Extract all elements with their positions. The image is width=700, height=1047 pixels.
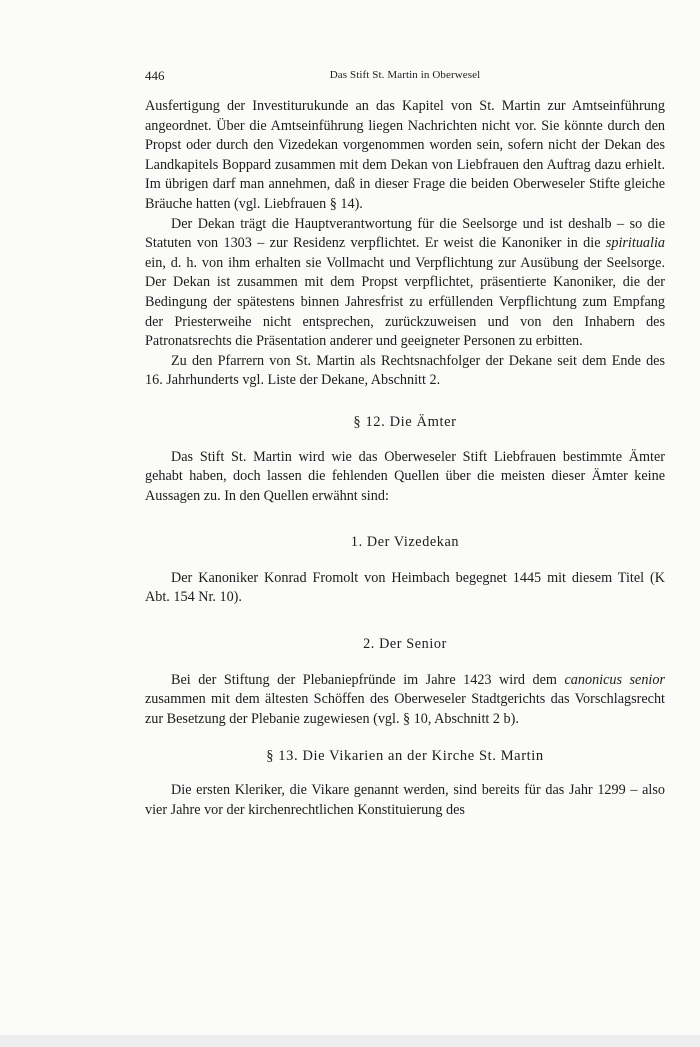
- page-body: [145, 97, 665, 820]
- paragraph-vikarien: Die ersten Kleriker, die Vikare genannt werden, sind bereits für das Jahr 1299 – also vier Jahre vor der kirchenrechtlichen Konstituierung des: [145, 782, 665, 818]
- italic-canonicus-senior: canonicus senior: [564, 671, 665, 688]
- running-title: Das Stift St. Martin in Oberwesel: [329, 69, 481, 81]
- section-12-heading: § 12. Die Ämter: [353, 413, 457, 430]
- paragraph-investitur: Ausfertigung der Investiturukunde an das Kapitel von St. Martin zur Amtseinführung angeordnet. Über die Amtseinführung liegen Nachrichten nicht vor. Sie könnte durch den Propst oder durch den Vizedekan vorgenommen worden sein, sofern nicht der Dekan des Landkapitels Boppard zusammen mit dem Dekan von Liebfrauen den Auftrag dazu erhielt. Im übrigen darf man annehmen, daß in dieser Frage die beiden Oberweseler Stifte gleiche Bräuche hatten (vgl. Liebfrauen § 14).: [145, 98, 665, 212]
- scan-bottom-edge: [0, 1035, 700, 1047]
- page-number: 446: [145, 68, 165, 83]
- paragraph-senior-text-1: Bei der Stiftung der Plebaniepfründe im Jahre 1423 wird dem: [171, 671, 565, 688]
- paragraph-vizedekan: Der Kanoniker Konrad Fromolt von Heimbach begegnet 1445 mit diesem Titel (K Abt. 154 Nr. 10).: [145, 569, 665, 606]
- paragraph-dekan-text-1: Der Dekan trägt die Hauptverantwortung für die Seelsorge und ist deshalb – so die Statuten von 1303 – zur Residenz verpflichtet. Er weist die Kanoniker in die: [145, 215, 665, 252]
- paragraph-dekan: [145, 215, 665, 352]
- paragraph-senior-text-2: zusammen mit dem ältesten Schöffen des Oberweseler Stadtgerichts das Vorschlagsrecht zur Besetzung der Plebanie zugewiesen (vgl. § 10, Abschnitt 2 b).: [145, 691, 665, 727]
- paragraph-senior: [145, 671, 665, 730]
- paragraph-pfarrer: Zu den Pfarrern von St. Martin als Rechtsnachfolger der Dekane seit dem Ende des 16. Jahrhunderts vgl. Liste der Dekane, Abschnitt 2.: [145, 352, 665, 389]
- paragraph-dekan-text-2: ein, d. h. von ihm erhalten sie Vollmacht und Verpflichtung zur Ausübung der Seelsorge. Der Dekan ist zusammen mit dem Propst verpflichtet, präsentierte Kanoniker, die der Bedingung der spätestens binnen Jahresfrist zu erfüllenden Verpflichtung zum Empfang der Priesterweihe nicht entsprechen, zurückzuweisen und von den Inhabern des Patronatsrechts die Präsentation anderer und geeigneter Personen zu erbitten.: [145, 254, 665, 350]
- subsection-vizedekan-heading: 1. Der Vizedekan: [350, 534, 460, 551]
- section-13-heading: § 13. Die Vikarien an der Kirche St. Martin: [266, 748, 544, 765]
- running-head: [145, 68, 665, 84]
- paragraph-aemter-intro: Das Stift St. Martin wird wie das Oberweseler Stift Liebfrauen bestimmte Ämter gehabt haben, doch lassen die fehlenden Quellen über die meisten dieser Ämter keine Aussagen zu. In den Quellen erwähnt sind:: [145, 448, 665, 504]
- italic-spiritualia: spiritualia: [605, 235, 665, 252]
- subsection-senior-heading: 2. Der Senior: [363, 636, 447, 653]
